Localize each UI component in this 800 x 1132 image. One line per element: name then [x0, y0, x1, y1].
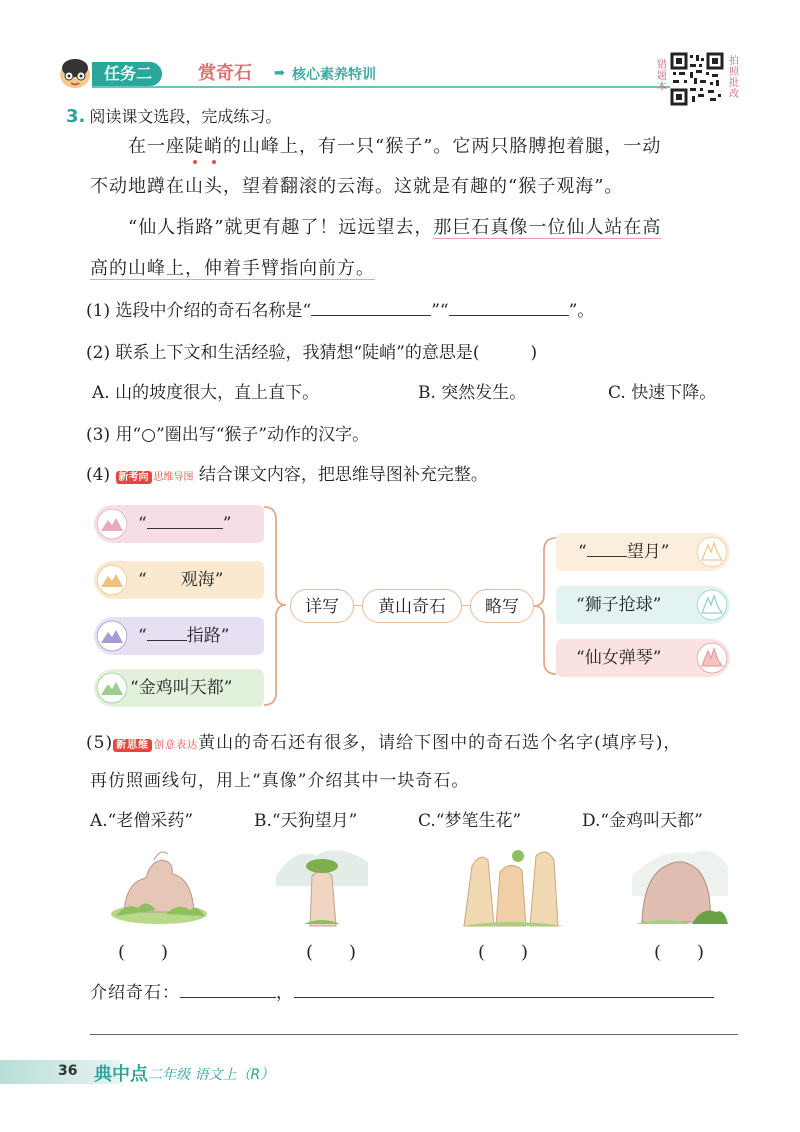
answer-paren[interactable]: ( ): [654, 942, 705, 963]
rock-illustration-1: [106, 842, 212, 926]
option-c[interactable]: C. 快速下降。: [608, 383, 717, 403]
rock-name-option-d: D.“金鸡叫天都”: [582, 811, 703, 831]
photo-grading-label: 拍照批改: [729, 56, 739, 100]
mountain-icon: [696, 589, 728, 621]
answer-blank[interactable]: [311, 315, 431, 316]
sub-question-5-line2: 再仿照画线句，用上“真像”介绍其中一块奇石。: [90, 771, 470, 791]
grade-label: 二年级 语文上（R）: [148, 1067, 275, 1083]
arrow-right-icon: ➡: [274, 66, 285, 81]
passage-line: 不动地蹲在山头，望着翻滚的云海。这就是有趣的“猴子观海”。: [90, 176, 624, 197]
sub-question-1: (1) 选段中介绍的奇石名称是“ ”“ ”。: [86, 301, 595, 321]
mind-map-left-item: “ 观海”: [94, 561, 264, 599]
center-node: 黄山奇石: [362, 589, 462, 623]
rock-illustration-3: [460, 836, 566, 928]
answer-blank[interactable]: [449, 315, 569, 316]
answer-paren[interactable]: ( ): [118, 942, 169, 963]
mind-map-left-item: “ ”: [94, 505, 264, 543]
emphasis-char: 陡: [185, 136, 204, 157]
option-a[interactable]: A. 山的坡度很大，直上直下。: [92, 383, 320, 403]
passage-line: “仙人指路”就更有趣了！远远望去，那巨石真像一位仙人站在高: [128, 217, 662, 238]
intro-label: 介绍奇石：: [90, 983, 180, 1003]
mind-map-right-item: “仙女弹琴”: [556, 639, 730, 677]
passage-line: [90, 254, 375, 280]
mind-map-left-item: “ 指路”: [94, 617, 264, 655]
rock-name-option-a: A.“老僧采药”: [90, 811, 194, 831]
page-footer: [0, 1060, 800, 1088]
mind-map-left-item: “金鸡叫天都”: [94, 669, 264, 707]
answer-blank[interactable]: [147, 528, 223, 529]
mind-map-right-item: “狮子抢球”: [556, 586, 730, 624]
question-instruction: 阅读课文选段，完成练习。: [89, 107, 282, 126]
answer-blank[interactable]: [147, 640, 187, 641]
brand-logo: 典中点: [94, 1064, 148, 1085]
new-trend-badge: 新考向 思维导图: [116, 468, 194, 483]
section-subtitle: 核心素养特训: [292, 67, 376, 83]
answer-blank[interactable]: [294, 997, 714, 998]
sub-question-3: (3) 用“○”圈出写“猴子”动作的汉字。: [86, 425, 370, 445]
mountain-icon: [96, 564, 128, 596]
left-bracket: [262, 505, 288, 707]
error-book-label: 错题本: [657, 60, 667, 93]
rock-illustration-2: [276, 836, 368, 928]
mountain-icon: [696, 642, 728, 674]
option-b[interactable]: B. 突然发生。: [418, 383, 527, 403]
brief-label: 略写: [470, 589, 534, 623]
answer-paren[interactable]: ( ): [478, 942, 529, 963]
rock-name-option-b: B.“天狗望月”: [254, 811, 358, 831]
page-number: 36: [58, 1063, 78, 1079]
underlined-sentence: 那巨石真像一位仙人站在高: [433, 217, 662, 238]
right-bracket: [532, 536, 558, 676]
emphasis-char: 峭: [204, 136, 223, 157]
mascot-icon: [56, 56, 94, 90]
new-thinking-badge: 新思维 创意表达: [113, 736, 198, 751]
mountain-icon: [96, 620, 128, 652]
sub-question-5: (5) 新思维 创意表达黄山的奇石还有很多，请给下图中的奇石选个名字(填序号)，: [86, 733, 682, 753]
rock-illustration-4: [632, 836, 728, 928]
sub-question-4: (4) 新考向 思维导图 结合课文内容，把思维导图补充完整。: [86, 465, 488, 485]
section-header: [52, 56, 642, 90]
header-rule: [92, 86, 684, 88]
answer-blank[interactable]: [180, 997, 276, 998]
mind-map-right-item: “ 望月”: [556, 533, 730, 571]
sub-question-2: (2) 联系上下文和生活经验，我猜想“陡峭”的意思是( ): [86, 343, 538, 363]
qr-code-icon[interactable]: [670, 52, 724, 106]
underlined-sentence: 高的山峰上，伸着手臂指向前方。: [90, 258, 375, 279]
mountain-icon: [696, 536, 728, 568]
question-number: 3.: [66, 106, 86, 127]
rock-name-option-c: C.“梦笔生花”: [418, 811, 522, 831]
answer-paren[interactable]: ( ): [306, 942, 357, 963]
mountain-icon: [96, 672, 128, 704]
detail-label: 详写: [290, 589, 354, 623]
mountain-icon: [96, 508, 128, 540]
question-heading: [66, 104, 281, 127]
task-label: 任务二: [92, 62, 162, 86]
passage-line: 在一座陡峭的山峰上，有一只“猴子”。它两只胳膊抱着腿，一动: [128, 136, 662, 157]
task-title: 赏奇石: [198, 63, 252, 84]
answer-blank[interactable]: [587, 556, 627, 557]
intro-line: 介绍奇石： ，: [90, 978, 714, 1003]
answer-line[interactable]: [90, 1034, 738, 1035]
